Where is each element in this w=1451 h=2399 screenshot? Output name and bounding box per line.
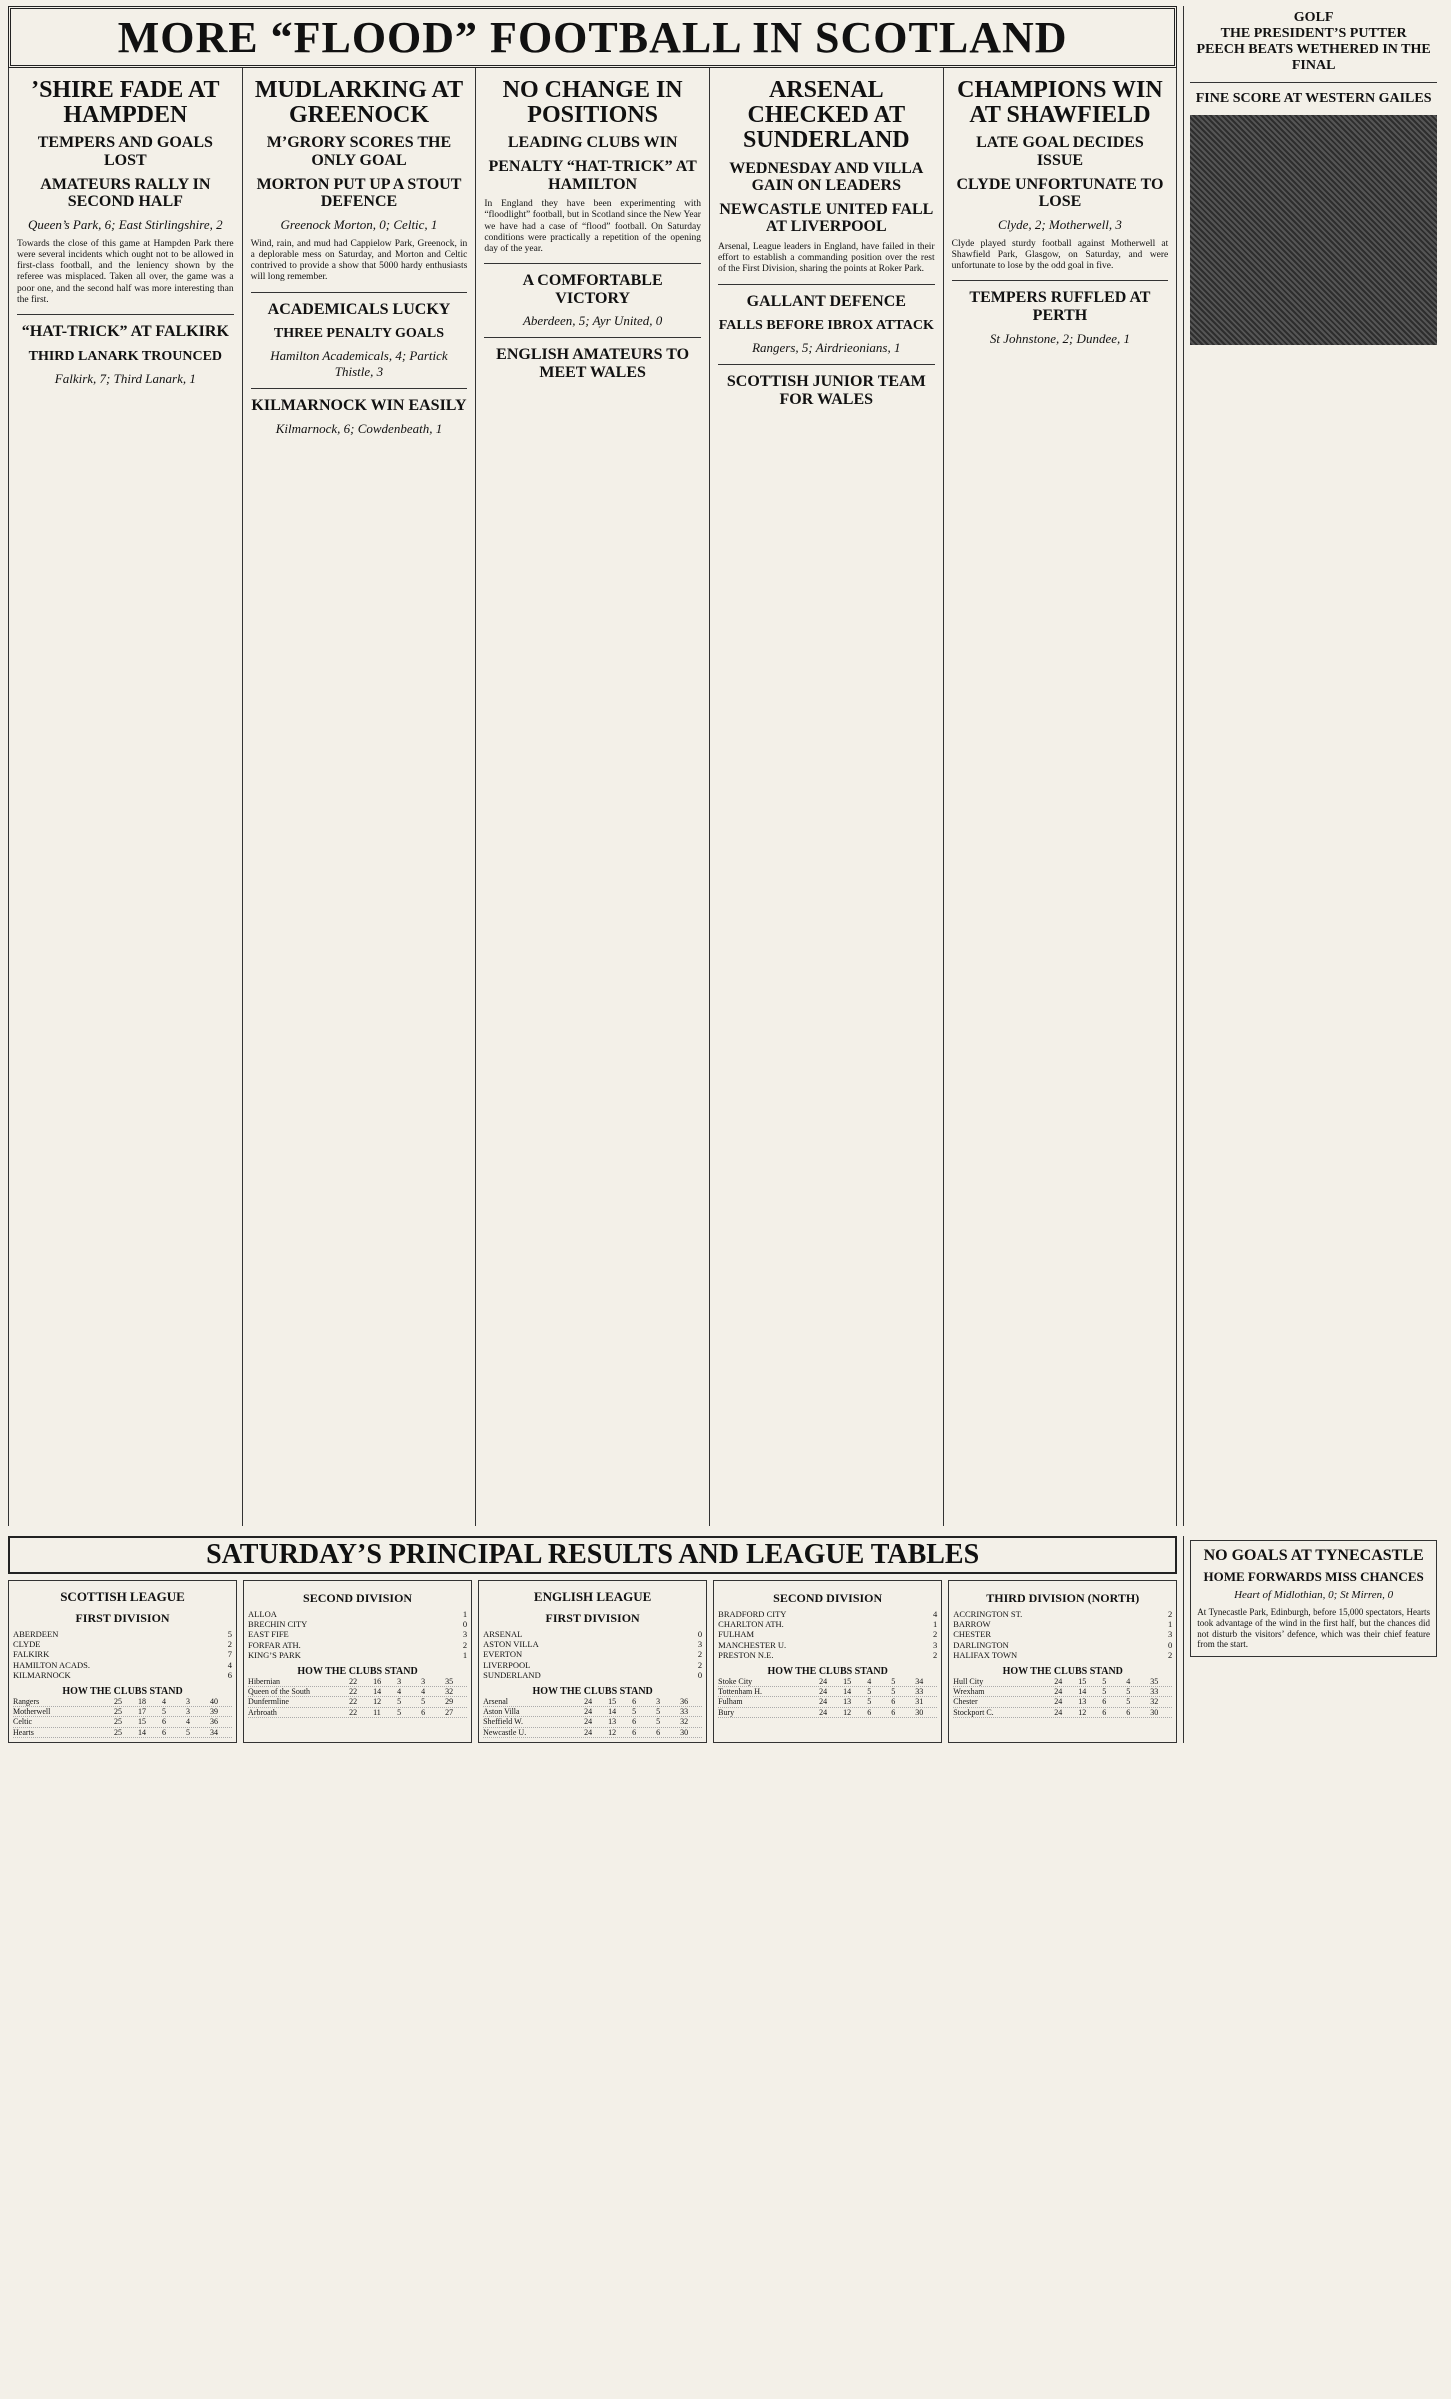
result-row: SUNDERLAND 0 bbox=[483, 1669, 703, 1680]
results-list bbox=[483, 1629, 702, 1680]
body-col1: Towards the close of this game at Hampden Park there were several incidents which ought not to be allowed in first-class football, and the leniency shown by the referee was misplaced. Taken all over, the game was a poor one, and the second half was more interesting than the first. bbox=[17, 238, 234, 305]
main-block bbox=[8, 6, 1177, 1526]
standings-table bbox=[248, 1677, 467, 1718]
result-row: HALIFAX TOWN 2 bbox=[953, 1649, 1173, 1660]
result-row: ASTON VILLA 3 bbox=[483, 1639, 703, 1650]
result-row: DARLINGTON 0 bbox=[953, 1639, 1173, 1650]
table-row: Dunfermline 22 12 5 5 29 bbox=[248, 1697, 467, 1707]
column-2 bbox=[243, 68, 477, 1526]
table-row: Bury 24 12 6 6 30 bbox=[718, 1708, 937, 1718]
result-row: BRECHIN CITY 0 bbox=[248, 1619, 468, 1630]
standings-table bbox=[953, 1677, 1172, 1718]
result-row: EAST FIFE 3 bbox=[248, 1629, 468, 1640]
standings-table bbox=[718, 1677, 937, 1718]
subhead2-col4: NEWCASTLE UNITED FALL AT LIVERPOOL bbox=[719, 200, 934, 236]
result-row: HAMILTON ACADS. 4 bbox=[13, 1659, 233, 1670]
table-row: Queen of the South 22 14 4 4 32 bbox=[248, 1687, 467, 1697]
news-columns bbox=[8, 68, 1177, 1526]
masthead: MORE “FLOOD” FOOTBALL IN SCOTLAND bbox=[8, 6, 1177, 68]
divider bbox=[251, 292, 468, 293]
body-col4: Arsenal, League leaders in England, have failed in their effort to establish a commanding position over the rest of the First Division, sharing the points at Roker Park. bbox=[717, 241, 935, 275]
result-row: BARROW 1 bbox=[953, 1619, 1173, 1630]
result-row: ACCRINGTON ST. 2 bbox=[953, 1609, 1173, 1619]
score-col1: Queen’s Park, 6; East Stirlingshire, 2 bbox=[28, 216, 223, 232]
score-col5b: St Johnstone, 2; Dundee, 1 bbox=[989, 330, 1130, 346]
headline-col2: MUDLARKING AT GREENOCK bbox=[254, 77, 464, 129]
division-title: SECOND DIVISION bbox=[773, 1591, 883, 1605]
photo-block bbox=[1190, 115, 1437, 345]
divider bbox=[952, 280, 1169, 281]
subhead2-col2: MORTON PUT UP A STOUT DEFENCE bbox=[256, 175, 462, 211]
table-row: Rangers 25 18 4 3 40 bbox=[13, 1697, 232, 1707]
headline-col2c: KILMARNOCK WIN EASILY bbox=[251, 397, 467, 415]
headline-col3c: ENGLISH AMATEURS TO MEET WALES bbox=[496, 346, 690, 381]
league-title: SCOTTISH LEAGUE bbox=[60, 1589, 185, 1604]
result-row: CLYDE 2 bbox=[13, 1639, 233, 1650]
bottom-main bbox=[8, 1536, 1177, 1743]
table-row: Hibernian 22 16 3 3 35 bbox=[248, 1677, 467, 1687]
table-row: Tottenham H. 24 14 5 5 33 bbox=[718, 1687, 937, 1697]
body-col5: Clyde played sturdy football against Motherwell at Shawfield Park, Glasgow, on Saturday, and were unfortunate to lose by the odd goal in five. bbox=[951, 238, 1169, 272]
result-row: EVERTON 2 bbox=[483, 1649, 703, 1660]
score-col2b: Hamilton Academicals, 4; Partick Thistle, 3 bbox=[270, 348, 448, 380]
result-row: KING’S PARK 1 bbox=[248, 1649, 468, 1660]
standings-title: HOW THE CLUBS STAND bbox=[532, 1685, 653, 1697]
table-row: Stoke City 24 15 4 5 34 bbox=[718, 1677, 937, 1687]
division-title: FIRST DIVISION bbox=[75, 1611, 170, 1625]
table-row: Motherwell 25 17 5 3 39 bbox=[13, 1707, 232, 1717]
subhead-col4b: FALLS BEFORE IBROX ATTACK bbox=[718, 318, 934, 334]
column-4 bbox=[710, 68, 944, 1526]
results-list bbox=[13, 1629, 232, 1680]
subhead2-col5: CLYDE UNFORTUNATE TO LOSE bbox=[956, 175, 1164, 211]
standings-title: HOW THE CLUBS STAND bbox=[297, 1665, 418, 1677]
result-row: FORFAR ATH. 2 bbox=[248, 1639, 468, 1650]
score-col3b: Aberdeen, 5; Ayr United, 0 bbox=[522, 313, 663, 329]
right-column bbox=[1183, 6, 1443, 1526]
table-col-3 bbox=[478, 1580, 707, 1743]
tynecastle-report bbox=[1190, 1540, 1437, 1657]
table-col-4 bbox=[713, 1580, 942, 1743]
top-section bbox=[8, 6, 1443, 1526]
table-row: Wrexham 24 14 5 5 33 bbox=[953, 1687, 1172, 1697]
table-row: Sheffield W. 24 13 6 5 32 bbox=[483, 1717, 702, 1727]
bottom-right-column bbox=[1183, 1536, 1443, 1743]
result-row: MANCHESTER U. 3 bbox=[718, 1639, 938, 1650]
body-col2: Wind, rain, and mud had Cappielow Park, Greenock, in a deplorable mess on Saturday, and Morton and Celtic contrived to provide a show that 5000 hardy enthusiasts will long remember. bbox=[250, 238, 468, 283]
result-row: ARSENAL 0 bbox=[483, 1629, 703, 1639]
standings-title: HOW THE CLUBS STAND bbox=[1002, 1665, 1123, 1677]
divider bbox=[1190, 82, 1437, 83]
tynecastle-title: NO GOALS AT TYNECASTLE bbox=[1203, 1547, 1424, 1564]
table-row: Stockport C. 24 12 6 6 30 bbox=[953, 1708, 1172, 1718]
headline-col5b: TEMPERS RUFFLED AT PERTH bbox=[969, 289, 1151, 324]
column-3 bbox=[476, 68, 710, 1526]
standings-title: HOW THE CLUBS STAND bbox=[62, 1685, 183, 1697]
table-row: Aston Villa 24 14 5 5 33 bbox=[483, 1707, 702, 1717]
result-row: FULHAM 2 bbox=[718, 1629, 938, 1640]
table-row: Hull City 24 15 5 4 35 bbox=[953, 1677, 1172, 1687]
table-col-1 bbox=[8, 1580, 237, 1743]
headline-col2b: ACADEMICALS LUCKY bbox=[267, 300, 451, 318]
headline-col5: CHAMPIONS WIN AT SHAWFIELD bbox=[957, 77, 1163, 129]
score-col2c: Kilmarnock, 6; Cowdenbeath, 1 bbox=[275, 420, 443, 436]
score-col4b: Rangers, 5; Airdrieonians, 1 bbox=[752, 340, 901, 356]
subhead-col2: M’GRORY SCORES THE ONLY GOAL bbox=[266, 134, 452, 169]
table-row: Hearts 25 14 6 5 34 bbox=[13, 1728, 232, 1738]
table-row: Arbroath 22 11 5 6 27 bbox=[248, 1708, 467, 1718]
subhead2-col1: AMATEURS RALLY IN SECOND HALF bbox=[40, 175, 211, 211]
result-row: ABERDEEN 5 bbox=[13, 1629, 233, 1639]
tynecastle-subtitle: HOME FORWARDS MISS CHANCES bbox=[1203, 1569, 1424, 1584]
tynecastle-text: At Tynecastle Park, Edinburgh, before 15,000 spectators, Hearts took advantage of the wind in the first half, but the chances did not disturb the visitors’ defence, which was their chief feature from the start. bbox=[1197, 1607, 1430, 1650]
result-row: LIVERPOOL 2 bbox=[483, 1659, 703, 1670]
results-list bbox=[718, 1609, 937, 1660]
table-row: Chester 24 13 6 5 32 bbox=[953, 1697, 1172, 1707]
headline-col3b: A COMFORTABLE VICTORY bbox=[522, 272, 663, 307]
standings-title: HOW THE CLUBS STAND bbox=[767, 1665, 888, 1677]
subhead-col3: LEADING CLUBS WIN bbox=[507, 134, 678, 152]
table-row: Newcastle U. 24 12 6 6 30 bbox=[483, 1728, 702, 1738]
golf-title: GOLF bbox=[1293, 10, 1334, 25]
table-row: Celtic 25 15 6 4 36 bbox=[13, 1717, 232, 1727]
western-gailes-title: FINE SCORE AT WESTERN GAILES bbox=[1195, 91, 1432, 106]
league-title: ENGLISH LEAGUE bbox=[533, 1589, 652, 1604]
table-row: Fulham 24 13 5 6 31 bbox=[718, 1697, 937, 1707]
bottom-section bbox=[8, 1536, 1443, 1743]
headline-col4c: SCOTTISH JUNIOR TEAM FOR WALES bbox=[726, 373, 926, 408]
result-row: FALKIRK 7 bbox=[13, 1649, 233, 1660]
result-row: CHARLTON ATH. 1 bbox=[718, 1619, 938, 1630]
result-row: KILMARNOCK 6 bbox=[13, 1669, 233, 1680]
divider bbox=[718, 284, 935, 285]
tynecastle-score: Heart of Midlothian, 0; St Mirren, 0 bbox=[1234, 1589, 1394, 1601]
column-5 bbox=[944, 68, 1178, 1526]
headline-col1b: “HAT-TRICK” AT FALKIRK bbox=[21, 322, 229, 340]
subhead-col5: LATE GOAL DECIDES ISSUE bbox=[976, 134, 1144, 169]
divider bbox=[484, 337, 701, 338]
score-col2: Greenock Morton, 0; Celtic, 1 bbox=[280, 216, 438, 232]
result-row: BRADFORD CITY 4 bbox=[718, 1609, 938, 1619]
results-banner: SATURDAY’S PRINCIPAL RESULTS AND LEAGUE TABLES bbox=[8, 1536, 1177, 1574]
result-row: ALLOA 1 bbox=[248, 1609, 468, 1619]
result-row: CHESTER 3 bbox=[953, 1629, 1173, 1640]
table-row: Arsenal 24 15 6 3 36 bbox=[483, 1697, 702, 1707]
headline-col4: ARSENAL CHECKED AT SUNDERLAND bbox=[742, 77, 910, 154]
body-col3: In England they have been experimenting with “floodlight” football, but in Scotland since the New Year we have had a case of “flood” football. On Saturday conditions were practically a repetition of the opening day of the year. bbox=[484, 199, 701, 254]
divider bbox=[484, 263, 701, 264]
subhead-col2b: THREE PENALTY GOALS bbox=[273, 326, 445, 342]
subhead-col1: TEMPERS AND GOALS LOST bbox=[37, 134, 213, 169]
table-col-2 bbox=[243, 1580, 472, 1743]
headline-col3: NO CHANGE IN POSITIONS bbox=[502, 77, 683, 129]
score-col5: Clyde, 2; Motherwell, 3 bbox=[998, 216, 1122, 232]
divider bbox=[718, 364, 935, 365]
standings-table bbox=[13, 1697, 232, 1738]
divider bbox=[17, 314, 234, 315]
column-1 bbox=[9, 68, 243, 1526]
subhead-col1b: THIRD LANARK TROUNCED bbox=[28, 348, 223, 364]
standings-table bbox=[483, 1697, 702, 1738]
results-list bbox=[248, 1609, 467, 1660]
tables-grid bbox=[8, 1580, 1177, 1743]
result-row: PRESTON N.E. 2 bbox=[718, 1649, 938, 1660]
subhead-col4: WEDNESDAY AND VILLA GAIN ON LEADERS bbox=[729, 159, 924, 195]
score-col1b: Falkirk, 7; Third Lanark, 1 bbox=[54, 370, 196, 386]
golf-sub: THE PRESIDENT’S PUTTER bbox=[1220, 26, 1407, 41]
subhead2-col3: PENALTY “HAT-TRICK” AT HAMILTON bbox=[488, 157, 697, 193]
divider bbox=[251, 388, 468, 389]
headline-col4b: GALLANT DEFENCE bbox=[746, 292, 906, 310]
table-col-5 bbox=[948, 1580, 1177, 1743]
headline-col1: ’SHIRE FADE AT HAMPDEN bbox=[31, 77, 220, 129]
division-title: FIRST DIVISION bbox=[545, 1611, 640, 1625]
division-title: THIRD DIVISION (NORTH) bbox=[986, 1591, 1140, 1605]
results-list bbox=[953, 1609, 1172, 1660]
golf-sub2: PEECH BEATS WETHERED IN THE FINAL bbox=[1196, 42, 1431, 73]
division-title: SECOND DIVISION bbox=[303, 1591, 413, 1605]
